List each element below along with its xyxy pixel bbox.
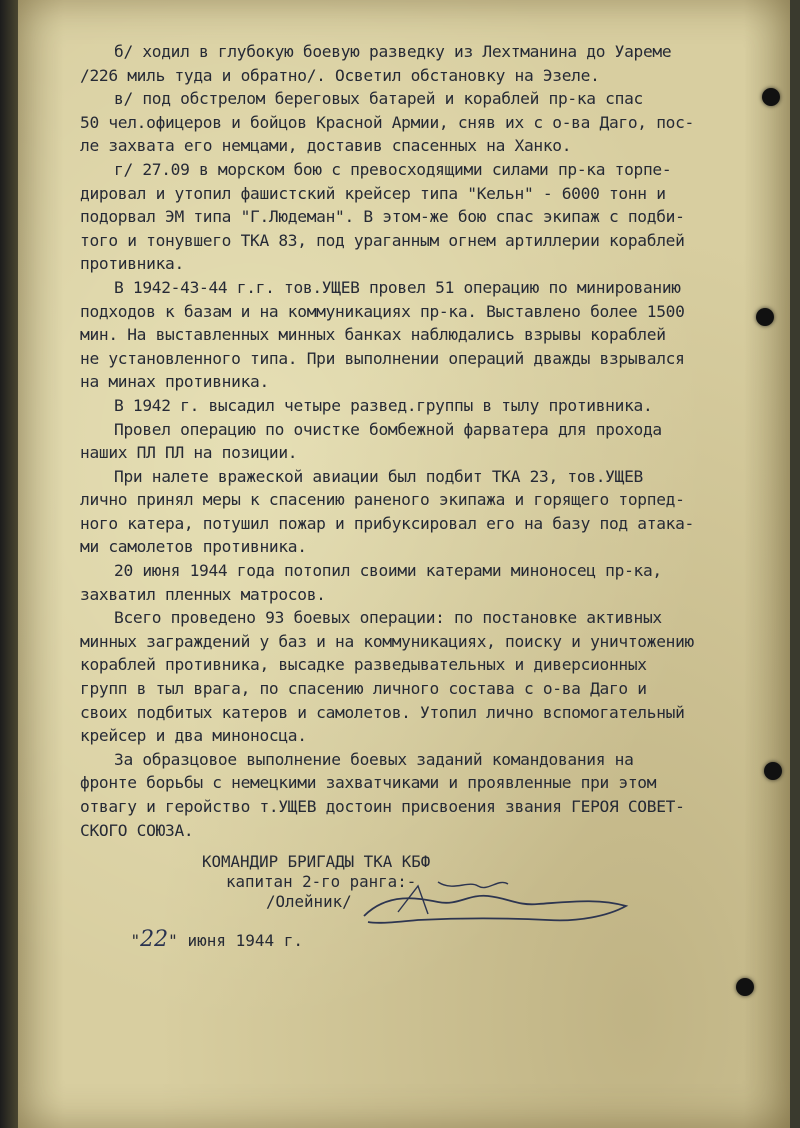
- punch-hole-3: [764, 762, 782, 780]
- signer-rank: капитан 2-го ранга:-: [226, 872, 417, 891]
- text-line: противника.: [80, 254, 184, 274]
- handwritten-signature: [358, 872, 638, 932]
- date-month-year: июня 1944 г.: [187, 931, 304, 950]
- text-line: захватил пленных матросов.: [80, 584, 326, 604]
- text-line: Всего проведено 93 боевых операции: по постановке активных: [114, 608, 662, 628]
- signer-position: КОМАНДИР БРИГАДЫ ТКА КБФ: [202, 852, 431, 871]
- punch-hole-2: [756, 308, 774, 326]
- text-line: фронте борьбы с немецкими захватчиками и проявленные при этом: [80, 773, 657, 793]
- text-line: групп в тыл врага, по спасению личного состава с о-ва Даго и: [80, 679, 647, 699]
- scan-left-edge: [0, 0, 18, 1128]
- text-line: В 1942 г. высадил четыре развед.группы в тылу противника.: [114, 395, 653, 415]
- text-line: наших ПЛ ПЛ на позиции.: [80, 443, 298, 463]
- text-line: не установленного типа. При выполнении операций дважды взрывался: [80, 348, 685, 368]
- text-line: За образцовое выполнение боевых заданий командования на: [114, 749, 634, 769]
- text-line: своих подбитых катеров и самолетов. Утопил лично вспомогательный: [80, 702, 685, 722]
- text-line: 20 июня 1944 года потопил своими катерами миноносец пр-ка,: [114, 561, 662, 581]
- document-date: "22" июня 1944 г.: [130, 927, 304, 952]
- text-line: В 1942-43-44 г.г. тов.УЩЕВ провел 51 операцию по минированию: [114, 277, 681, 297]
- text-line: ле захвата его немцами, доставив спасенных на Ханко.: [80, 136, 572, 156]
- text-line: дировал и утопил фашистский крейсер типа "Кельн" - 6000 тонн и: [80, 183, 666, 203]
- text-line: отвагу и геройство т.УЩЕВ достоин присвоения звания ГЕРОЯ СОВЕТ-: [80, 797, 685, 816]
- text-line: ного катера, потушил пожар и прибуксировал его на базу под атака-: [80, 513, 694, 533]
- text-line: СКОГО СОЮЗА.: [80, 820, 194, 840]
- text-line: крейсер и два миноносца.: [80, 726, 307, 746]
- text-line: При налете вражеской авиации был подбит ТКА 23, тов.УЩЕВ: [114, 466, 643, 486]
- signer-name: /Олейник/: [266, 892, 352, 911]
- text-line: 50 чел.офицеров и бойцов Красной Армии, сняв их с о-ва Даго, пос-: [80, 112, 694, 132]
- text-line: подорвал ЭМ типа "Г.Людеман". В этом-же бою спас экипаж с подби-: [80, 207, 685, 227]
- text-line: б/ ходил в глубокую боевую разведку из Лехтманина до Уареме: [114, 42, 672, 61]
- text-line: /226 миль туда и обратно/. Осветил обстановку на Эзеле.: [80, 65, 600, 85]
- text-line: г/ 27.09 в морском бою с превосходящими силами пр-ка торпе-: [114, 159, 672, 179]
- text-line: того и тонувшего ТКА 83, под ураганным огнем артиллерии кораблей: [80, 230, 685, 250]
- punch-hole-4: [736, 978, 754, 996]
- text-line: лично принял меры к спасению раненого экипажа и горящего торпед-: [80, 490, 685, 510]
- text-line: мин. На выставленных минных банках наблюдались взрывы кораблей: [80, 325, 666, 345]
- text-line: подходов к базам и на коммуникациях пр-ка. Выставлено более 1500: [80, 301, 685, 321]
- punch-hole-1: [762, 88, 780, 106]
- document-page: [18, 0, 790, 1128]
- text-line: на минах противника.: [80, 372, 269, 392]
- text-line: Провел операцию по очистке бомбежной фарватера для прохода: [114, 419, 662, 439]
- award-text: [80, 40, 748, 842]
- text-line: в/ под обстрелом береговых батарей и кораблей пр-ка спас: [114, 89, 643, 109]
- text-line: минных заграждений у баз и на коммуникациях, поиску и уничтожению: [80, 631, 694, 651]
- text-line: кораблей противника, высадке разведывательных и диверсионных: [80, 655, 647, 675]
- text-line: ми самолетов противника.: [80, 537, 307, 557]
- date-day: 22: [140, 927, 169, 952]
